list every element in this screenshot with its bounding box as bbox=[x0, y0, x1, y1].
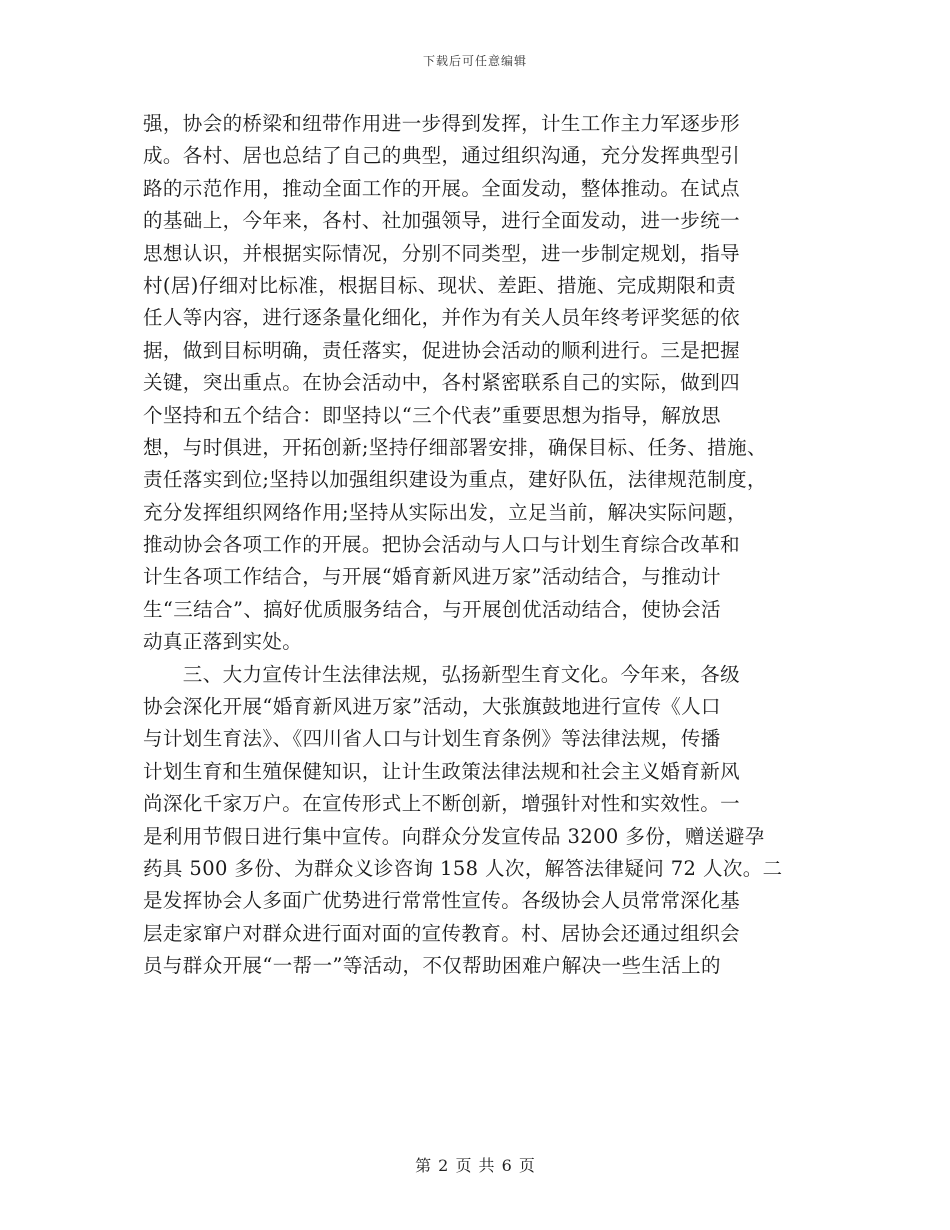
body-line: 责任落实到位;坚持以加强组织建设为重点，建好队伍，法律规范制度， bbox=[143, 468, 767, 492]
body-line: 的基础上，今年来，各村、社加强领导，进行全面发动，进一步统一 bbox=[143, 209, 741, 233]
body-line: 关键，突出重点。在协会活动中，各村紧密联系自己的实际，做到四 bbox=[143, 371, 741, 395]
body-line: 计划生育和生殖保健知识，让计生政策法律法规和社会主义婚育新风 bbox=[143, 759, 741, 783]
body-line: 生“三结合”、搞好优质服务结合，与开展创优活动结合，使协会活 bbox=[143, 597, 721, 621]
body-line: 思想认识，并根据实际情况，分别不同类型，进一步制定规划，指导 bbox=[143, 241, 741, 265]
body-line-paragraph-start: 三、大力宣传计生法律法规，弘扬新型生育文化。今年来，各级 bbox=[143, 662, 741, 686]
body-line: 个坚持和五个结合：即坚持以“三个代表”重要思想为指导，解放思 bbox=[143, 403, 721, 427]
body-line: 是发挥协会人多面广优势进行常常性宣传。各级协会人员常常深化基 bbox=[143, 889, 741, 913]
body-line: 协会深化开展“婚育新风进万家”活动，大张旗鼓地进行宣传《人口 bbox=[143, 695, 721, 719]
body-line: 强，协会的桥梁和纽带作用进一步得到发挥，计生工作主力军逐步形 bbox=[143, 112, 741, 135]
body-line: 计生各项工作结合，与开展“婚育新风进万家”活动结合，与推动计 bbox=[143, 565, 721, 589]
body-line: 村(居)仔细对比标准，根据目标、现状、差距、措施、完成期限和责 bbox=[143, 273, 737, 297]
body-line: 成。各村、居也总结了自己的典型，通过组织沟通，充分发挥典型引 bbox=[143, 144, 741, 168]
body-line: 推动协会各项工作的开展。把协会活动与人口与计划生育综合改革和 bbox=[143, 533, 741, 557]
body-line: 是利用节假日进行集中宣传。向群众分发宣传品 3200 多份，赠送避孕 bbox=[143, 824, 765, 848]
body-line: 层走家窜户对群众进行面对面的宣传教育。村、居协会还通过组织会 bbox=[143, 921, 741, 945]
body-line: 任人等内容，进行逐条量化细化，并作为有关人员年终考评奖惩的依 bbox=[143, 306, 741, 330]
body-line: 想，与时俱进，开拓创新;坚持仔细部署安排，确保目标、任务、措施、 bbox=[143, 435, 767, 459]
page-header: 下载后可任意编辑 bbox=[422, 54, 527, 68]
body-line: 路的示范作用，推动全面工作的开展。全面发动，整体推动。在试点 bbox=[143, 176, 741, 200]
body-line: 尚深化千家万户。在宣传形式上不断创新，增强针对性和实效性。一 bbox=[143, 792, 741, 816]
body-line: 动真正落到实处。 bbox=[143, 630, 303, 654]
body-line: 与计划生育法》、《四川省人口与计划生育条例》等法律法规，传播 bbox=[143, 727, 721, 751]
body-line: 据，做到目标明确，责任落实，促进协会活动的顺利进行。三是把握 bbox=[143, 338, 741, 362]
body-line: 员与群众开展“一帮一”等活动，不仅帮助困难户解决一些生活上的 bbox=[143, 954, 721, 978]
page-footer: 第 2 页 共 6 页 bbox=[415, 1156, 535, 1175]
body-line: 充分发挥组织网络作用;坚持从实际出发，立足当前，解决实际问题， bbox=[143, 500, 747, 524]
body-line: 药具 500 多份、为群众义诊咨询 158 人次，解答法律疑问 72 人次。二 bbox=[143, 856, 783, 880]
document-body bbox=[143, 108, 823, 983]
